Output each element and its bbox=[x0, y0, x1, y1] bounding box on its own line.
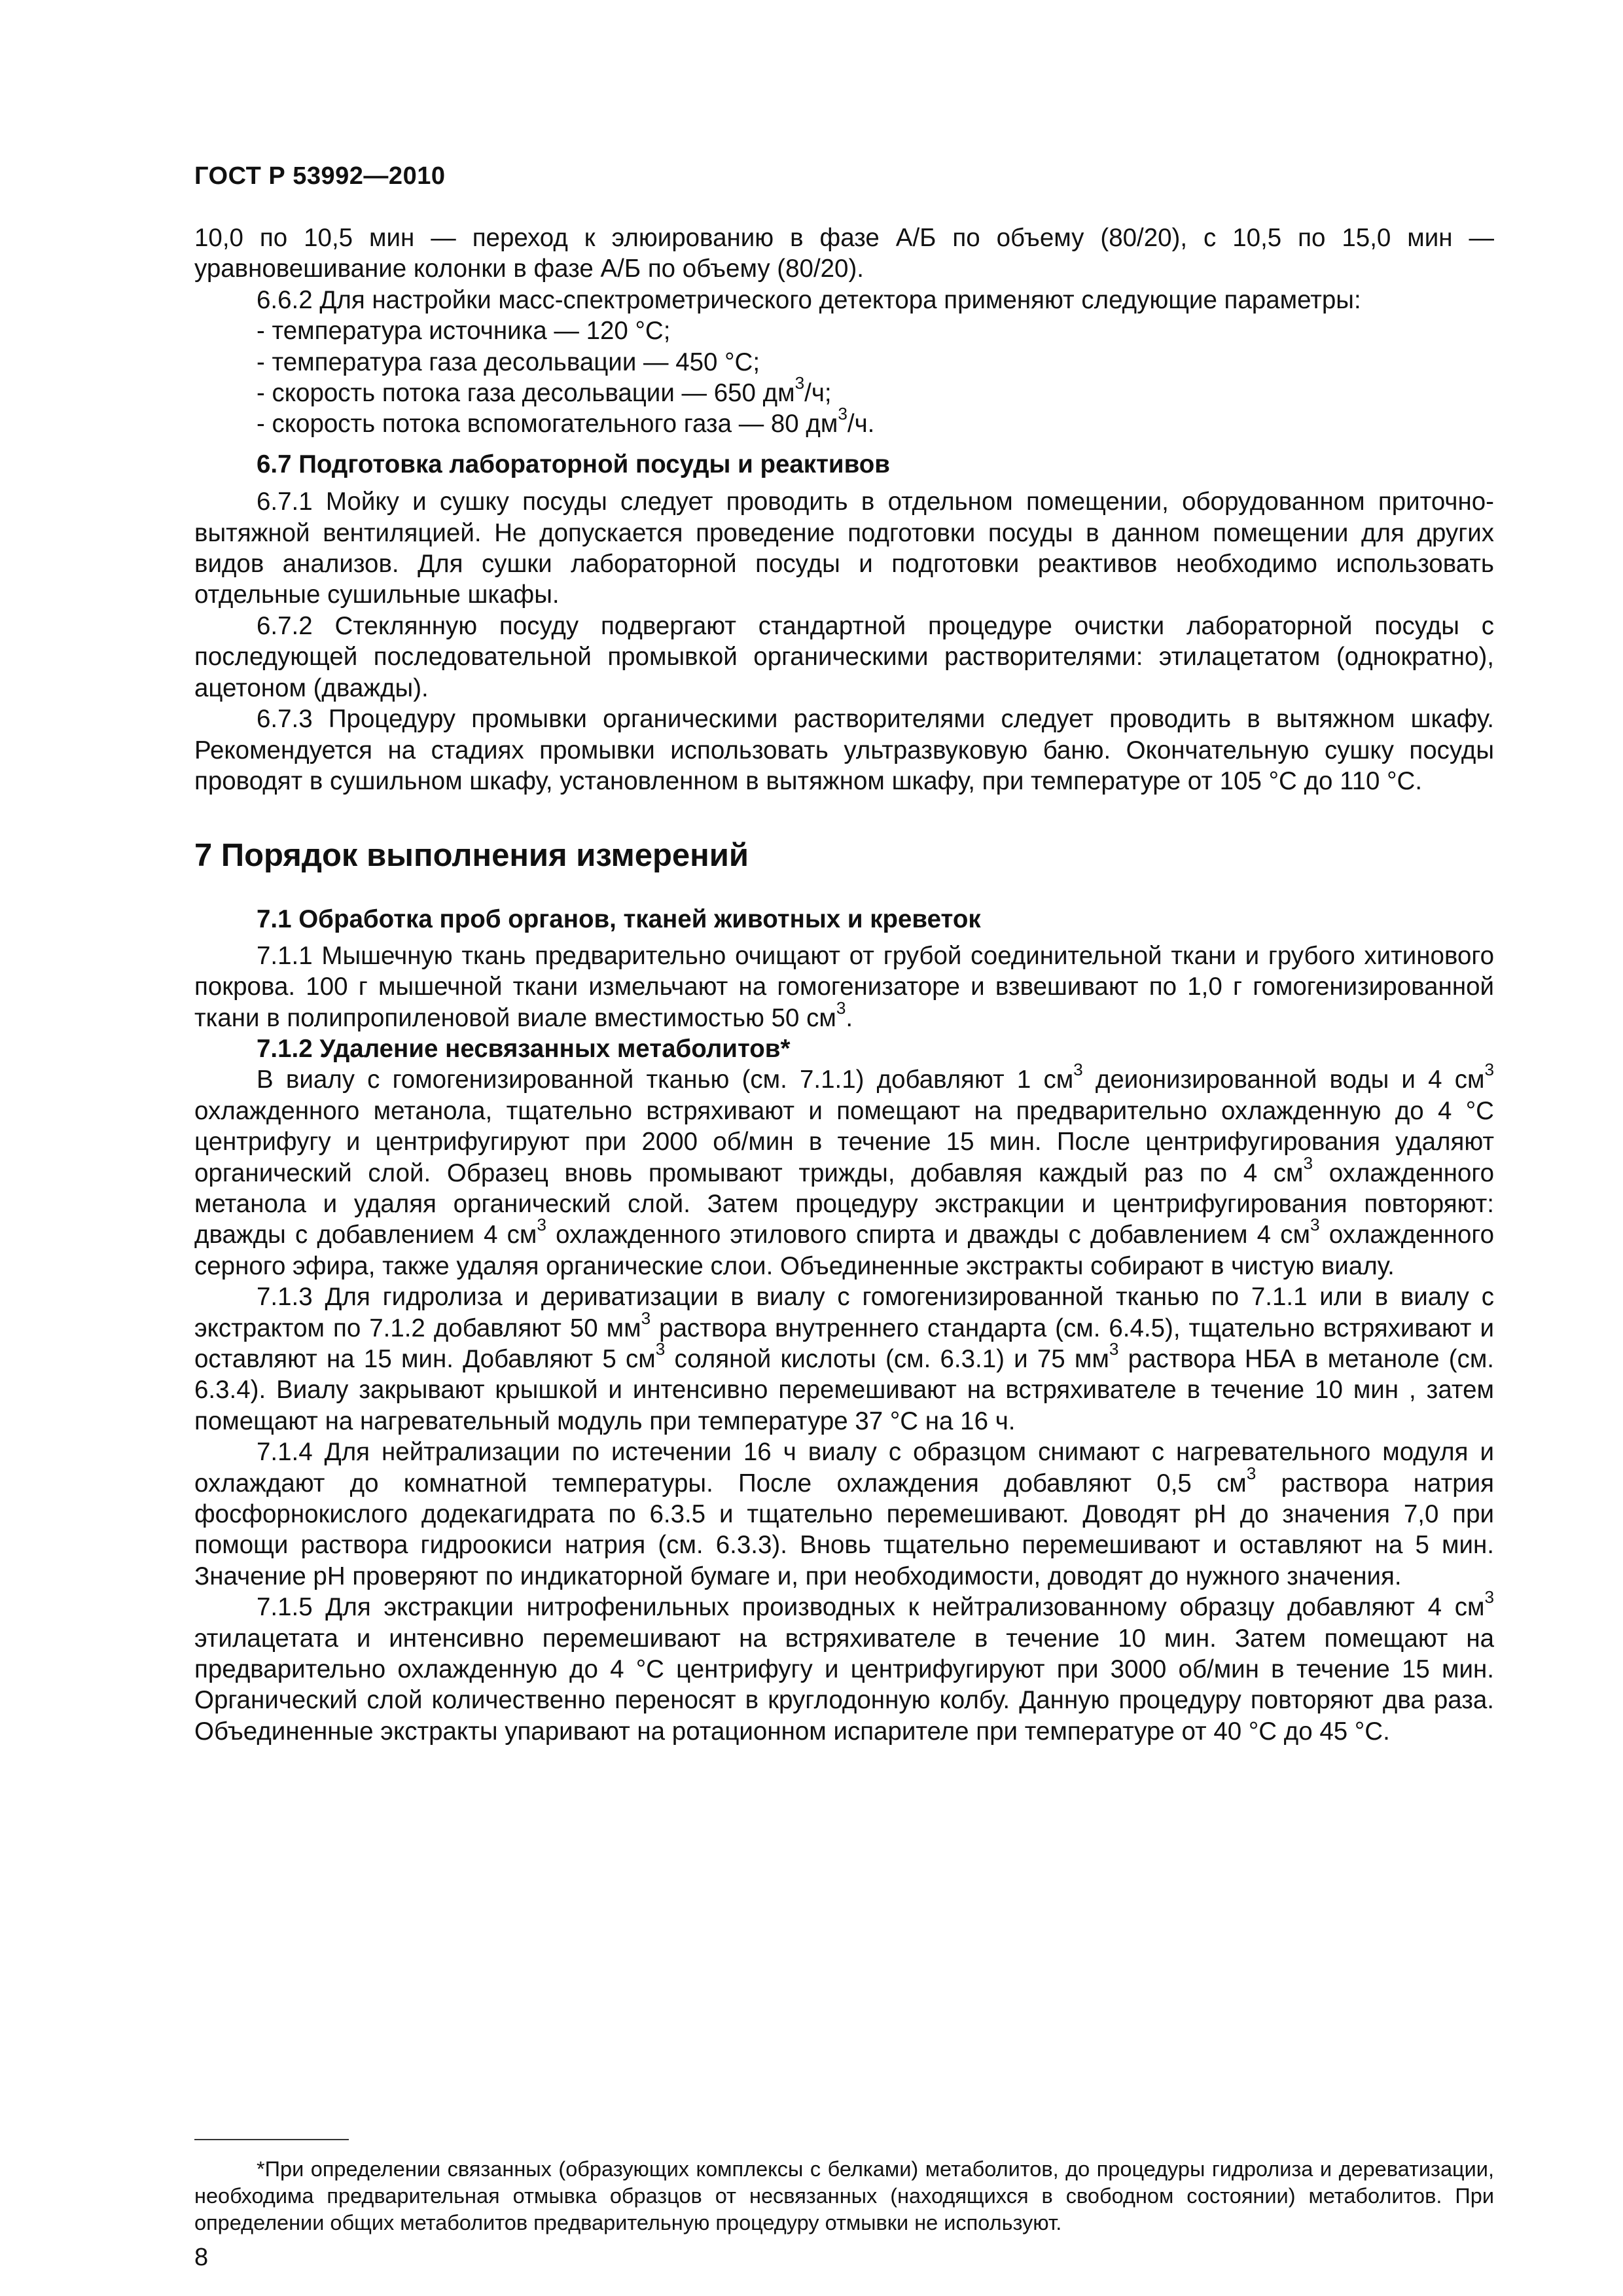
section-heading-7: 7 Порядок выполнения измерений bbox=[194, 838, 749, 874]
list-item: - температура газа десольвации — 450 °С; bbox=[257, 348, 760, 376]
text-run: 7.1.4 Для нейтрализации по истечении 16 ч виалу с образцом снимают с нагревательного модуля и охлаждают до комнатной температуры. После охлаждения добавляют 0,5 см bbox=[194, 1438, 1494, 1498]
superscript: 3 bbox=[1246, 1463, 1257, 1483]
text-run: охлажденного серного эфира, также удаляя органические слои. Объединенные экстракты собирают в чистую виалу. bbox=[194, 1221, 1494, 1280]
subsection-heading-7-1: 7.1 Обработка проб органов, тканей животных и креветок bbox=[257, 905, 981, 934]
superscript: 3 bbox=[1109, 1339, 1119, 1359]
text-run: этилацетата и интенсивно перемешивают на встряхивателе в течение 10 мин. Затем помещают на предварительно охлажденную до 4 °С центрифугу и центрифугируют при 3000 об/мин в течение 15 мин. Органический слой количественно переносят в круглодонную колбу. Данную процедуру повторяют два раза. Объединенные экстракты упаривают на ротационном испарителе при температуре от 40 °С до 45 °С. bbox=[194, 1624, 1494, 1746]
text-run: В виалу с гомогенизированной тканью (см. 7.1.1) добавляют 1 см bbox=[257, 1066, 1074, 1094]
text-run: раствора натрия фосфорнокислого додекагидрата по 6.3.5 и тщательно перемешивают. Доводят рН до значения 7,0 при помощи раствора гидроокиси натрия (см. 6.3.3). Вновь тщательно перемешивают и оставляют на 5 мин. Значение рН проверяют по индикаторной бумаге и, при необходимости, доводят до нужного значения. bbox=[194, 1469, 1494, 1590]
paragraph-6-7-3: 6.7.3 Процедуру промывки органическими растворителями следует проводить в вытяжном шкафу. Рекомендуется на стадиях промывки использовать ультразвуковую баню. Окончательную сушку посуды проводят в сушильном шкафу, установленном в вытяжном шкафу, при температуре от 105 °С до 110 °С. bbox=[194, 705, 1494, 795]
paragraph-7-1-4 bbox=[194, 1437, 1494, 1592]
subsection-heading-7-1-2: 7.1.2 Удаление несвязанных метаболитов* bbox=[257, 1034, 791, 1063]
superscript: 3 bbox=[641, 1308, 651, 1328]
text-run: - скорость потока вспомогательного газа — 80 дм bbox=[257, 410, 838, 439]
paragraph-6-7-2: 6.7.2 Стеклянную посуду подвергают стандартной процедуре очистки лабораторной посуды с последующей последовательной промывкой органическими растворителями: этилацетатом (однократно), ацетоном (дважды). bbox=[194, 611, 1494, 702]
paragraph-7-1-1 bbox=[194, 941, 1494, 1033]
text-run: 7.1.3 Для гидролиза и дериватизации в виалу с гомогенизированной тканью по 7.1.1 или в виалу с экстрактом по 7.1.2 добавляют 50 мм bbox=[194, 1283, 1494, 1342]
subsection-heading-6-7: 6.7 Подготовка лабораторной посуды и реактивов bbox=[257, 450, 890, 478]
superscript: 3 bbox=[1073, 1060, 1083, 1080]
footnote-text: *При определении связанных (образующих комплексы с белками) метаболитов, до процедуры гидролиза и дереватизации, необходима предварительная отмывка образцов от несвязанных (находящихся в свободном состоянии) метаболитов. При определении общих метаболитов предварительную процедуру отмывки не используют. bbox=[194, 2157, 1494, 2234]
superscript: 3 bbox=[537, 1215, 546, 1235]
list-item: - температура источника — 120 °С; bbox=[257, 317, 671, 346]
superscript: 3 bbox=[1484, 1587, 1494, 1607]
superscript: 3 bbox=[838, 404, 847, 424]
text-run: 7.1.1 Мышечную ткань предварительно очищают от грубой соединительной ткани и грубого хитинового покрова. 100 г мышечной ткани измельчают на гомогенизаторе и взвешивают по 1,0 г гомогенизированной ткани в полипропиленовой виале вместимостью 50 см bbox=[194, 941, 1494, 1032]
text-run: раствора внутреннего стандарта (см. 6.4.5), тщательно встряхивают и оставляют на 15 мин. Добавляют 5 см bbox=[194, 1314, 1494, 1373]
document-header: ГОСТ Р 53992—2010 bbox=[194, 162, 446, 190]
superscript: 3 bbox=[1484, 1060, 1495, 1080]
paragraph-6-7-1: 6.7.1 Мойку и сушку посуды следует проводить в отдельном помещении, оборудованном приточно-вытяжной вентиляцией. Не допускается проведение подготовки посуды в данном помещении для других видов анализов. Для сушки лабораторной посуды и подготовки реактивов необходимо использовать отдельные сушильные шкафы. bbox=[194, 488, 1494, 609]
text-run: охлажденного этилового спирта и дважды с добавлением 4 см bbox=[546, 1221, 1310, 1249]
superscript: 3 bbox=[836, 997, 846, 1018]
text-run: охлажденного метанола, тщательно встряхивают и помещают на предварительно охлажденную до 4 °С центрифугу и центрифугируют при 2000 об/мин в течение 15 мин. После центрифугирования удаляют органический слой. Образец вновь промывают трижды, добавляя каждый раз по 4 см bbox=[194, 1096, 1494, 1187]
text-run: 7.1.5 Для экстракции нитрофенильных производных к нейтрализованному образцу добавляют 4 см bbox=[257, 1593, 1485, 1622]
page-number: 8 bbox=[194, 2244, 209, 2271]
paragraph-continuation: 10,0 по 10,5 мин — переход к элюированию в фазе А/Б по объему (80/20), с 10,5 по 15,0 мин — уравновешивание колонки в фазе А/Б по объему (80/20). bbox=[194, 224, 1494, 283]
footnote-separator bbox=[194, 2139, 349, 2140]
text-run: соляной кислоты (см. 6.3.1) и 75 мм bbox=[665, 1345, 1109, 1373]
text-run: охлажденного метанола и удаляя органический слой. Затем процедуру экстракции и центрифугирования повторяют: дважды с добавлением 4 см bbox=[194, 1158, 1494, 1249]
paragraph-7-1-5 bbox=[194, 1587, 1494, 1747]
text-run: деионизированной воды и 4 см bbox=[1082, 1066, 1485, 1094]
text-run: . bbox=[846, 1003, 853, 1032]
text-run: раствора НБА в метаноле (см. 6.3.4). Виалу закрывают крышкой и интенсивно перемешивают на встряхивателе в течение 10 мин , затем помещают на нагревательный модуль при температуре 37 °С на 16 ч. bbox=[194, 1345, 1494, 1435]
footnote bbox=[194, 2156, 1494, 2236]
paragraph-6-6-2: 6.6.2 Для настройки масс-спектрометрического детектора применяют следующие параметры: bbox=[257, 285, 1361, 314]
text-run: /ч. bbox=[847, 410, 875, 439]
text-run: /ч; bbox=[804, 379, 832, 408]
superscript: 3 bbox=[655, 1339, 666, 1359]
superscript: 3 bbox=[794, 373, 805, 393]
text-run: - скорость потока газа десольвации — 650 дм bbox=[257, 379, 795, 408]
superscript: 3 bbox=[1310, 1215, 1320, 1235]
paragraph-7-1-2 bbox=[194, 1060, 1495, 1282]
list-item bbox=[194, 404, 1494, 439]
superscript: 3 bbox=[1303, 1153, 1313, 1173]
paragraph-7-1-3 bbox=[194, 1282, 1494, 1437]
main-text bbox=[194, 223, 1494, 1747]
